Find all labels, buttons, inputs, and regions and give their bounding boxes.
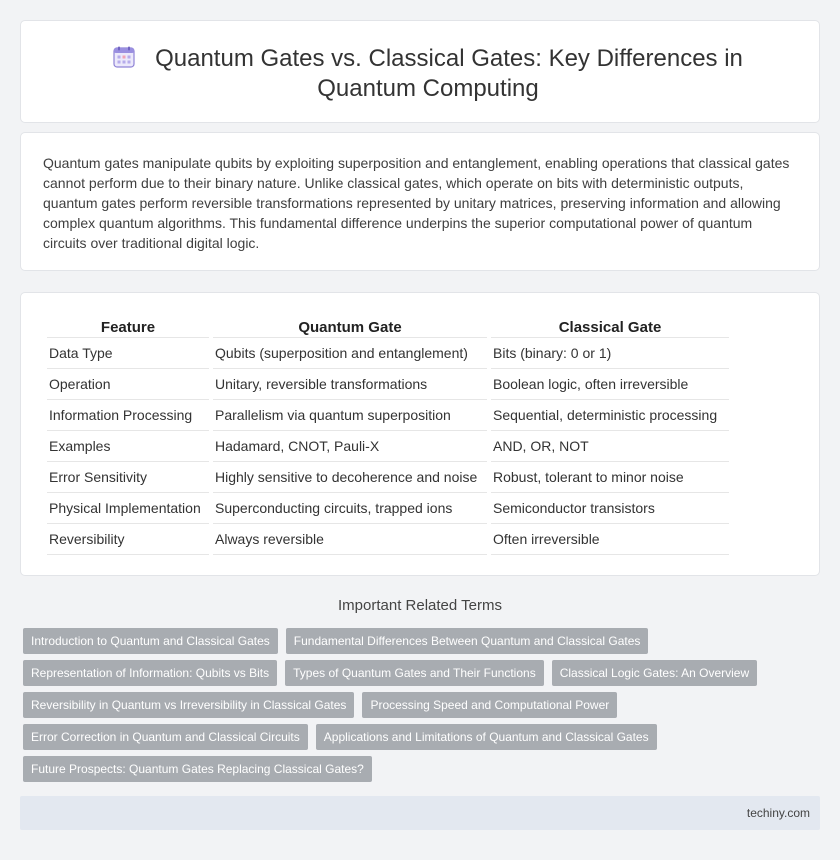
table-row [47,400,729,431]
related-term-link[interactable]: Reversibility in Quantum vs Irreversibility in Classical Gates [23,692,354,718]
table-row [47,369,729,400]
cell-classical: Sequential, deterministic processing [491,400,729,431]
table-row [47,462,729,493]
related-term-link[interactable]: Fundamental Differences Between Quantum and Classical Gates [286,628,649,654]
cell-classical: Boolean logic, often irreversible [491,369,729,400]
cell-quantum: Superconducting circuits, trapped ions [213,493,487,524]
table-row [47,524,729,555]
table-header-row [47,313,729,338]
related-term-link[interactable]: Processing Speed and Computational Power [362,692,617,718]
cell-quantum: Always reversible [213,524,487,555]
cell-feature: Physical Implementation [47,493,209,524]
table-row [47,493,729,524]
cell-quantum: Parallelism via quantum superposition [213,400,487,431]
column-header-feature: Feature [47,313,209,338]
related-term-link[interactable]: Introduction to Quantum and Classical Gates [23,628,278,654]
related-term-link[interactable]: Types of Quantum Gates and Their Functions [285,660,544,686]
table-row [47,431,729,462]
column-header-quantum: Quantum Gate [213,313,487,338]
comparison-card [20,292,820,576]
cell-feature: Reversibility [47,524,209,555]
column-header-classical: Classical Gate [491,313,729,338]
cell-quantum: Qubits (superposition and entanglement) [213,338,487,369]
cell-classical: Often irreversible [491,524,729,555]
cell-feature: Examples [47,431,209,462]
cell-classical: Bits (binary: 0 or 1) [491,338,729,369]
related-term-link[interactable]: Future Prospects: Quantum Gates Replacing Classical Gates? [23,756,372,782]
cell-feature: Information Processing [47,400,209,431]
cell-feature: Operation [47,369,209,400]
calendar-grid-icon [113,46,135,68]
cell-classical: AND, OR, NOT [491,431,729,462]
intro-card [20,132,820,271]
cell-quantum: Unitary, reversible transformations [213,369,487,400]
footer-bar [20,796,820,830]
footer-site-link[interactable]: techiny.com [746,806,810,820]
related-term-link[interactable]: Error Correction in Quantum and Classical Circuits [23,724,308,750]
related-term-link[interactable]: Classical Logic Gates: An Overview [552,660,757,686]
page-title-wrap [61,44,795,104]
intro-paragraph: Quantum gates manipulate qubits by exploiting superposition and entanglement, enabling operations that classical gates cannot perform due to their binary nature. Unlike classical gates, which operate on bits with deterministic outputs, quantum gates perform reversible transformations represented by unitary matrices, preserving information and allowing complex quantum algorithms. This fundamental difference underpins the superior computational power of quantum circuits over traditional digital logic. [43,155,790,251]
header-card [20,20,820,123]
related-terms-heading: Important Related Terms [338,597,502,614]
cell-feature: Data Type [47,338,209,369]
table-row [47,338,729,369]
cell-classical: Robust, tolerant to minor noise [491,462,729,493]
page-title: Quantum Gates vs. Classical Gates: Key Differences in Quantum Computing [155,45,743,102]
cell-classical: Semiconductor transistors [491,493,729,524]
cell-quantum: Highly sensitive to decoherence and noise [213,462,487,493]
related-terms-list [23,628,803,788]
cell-feature: Error Sensitivity [47,462,209,493]
cell-quantum: Hadamard, CNOT, Pauli-X [213,431,487,462]
comparison-table [43,313,733,555]
related-term-link[interactable]: Representation of Information: Qubits vs Bits [23,660,277,686]
related-term-link[interactable]: Applications and Limitations of Quantum and Classical Gates [316,724,657,750]
